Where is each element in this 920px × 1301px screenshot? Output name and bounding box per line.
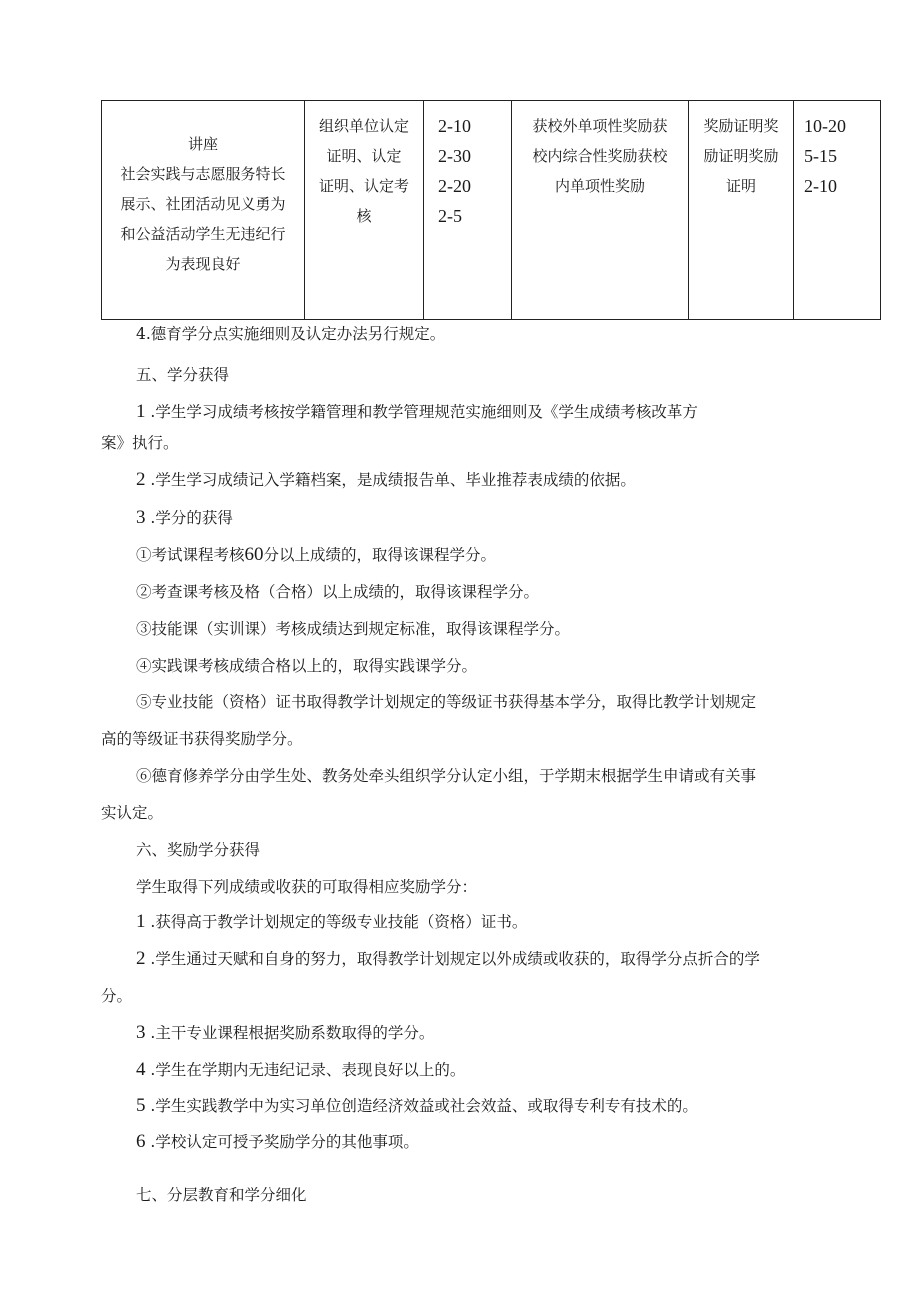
clause-6-cont: 实认定。 [101, 804, 164, 822]
clause-number: 60 [244, 544, 264, 565]
clause-5-cont: 高的等级证书获得奖励学分。 [101, 730, 303, 748]
award-lines [515, 111, 685, 201]
list-text: .学分的获得 [145, 509, 233, 527]
award-line: 校内综合性奖励获校 [532, 147, 668, 165]
clause-3: ③技能课（实训课）考核成绩达到规定标准，取得该课程学分。 [136, 620, 571, 638]
list-number: 2 [136, 948, 146, 969]
clause-6: ⑥德育修养学分由学生处、教务处牵头组织学分认定小组，于学期末根据学生申请或有关事 [136, 767, 757, 785]
award-score-lines [804, 111, 877, 201]
list-number: 2 [136, 469, 146, 490]
paragraph-6-5 [136, 1096, 698, 1116]
award-line: 内单项性奖励 [554, 177, 645, 195]
clause-1 [136, 545, 496, 565]
paragraph-5-1 [136, 402, 698, 422]
paragraph-6-6 [136, 1132, 419, 1152]
award-proof-line: 奖励证明奖 [703, 117, 779, 135]
item-lines [105, 129, 301, 279]
paragraph-6-2 [136, 949, 760, 969]
proof-line: 组织单位认定 [318, 117, 409, 135]
paragraph-6-3 [136, 1023, 434, 1043]
list-text: .学生通过天赋和自身的努力，取得教学计划规定以外成绩或收获的，取得学分点折合的学 [145, 950, 760, 968]
list-text: .获得高于教学计划规定的等级专业技能（资格）证书。 [145, 913, 528, 931]
award-score-line: 5-15 [804, 146, 837, 166]
clause-4: ④实践课考核成绩合格以上的，取得实践课学分。 [136, 657, 478, 675]
list-text: .学校认定可授予奖励学分的其他事项。 [145, 1133, 419, 1151]
paragraph-6-intro: 学生取得下列成绩或收获的可取得相应奖励学分： [136, 878, 478, 896]
cell-award-score [794, 101, 881, 320]
paragraph-5-1-cont: 案》执行。 [101, 434, 179, 452]
cell-award [512, 101, 689, 320]
section-heading-5: 五、学分获得 [136, 366, 230, 384]
award-proof-line: 励证明奖励 [703, 147, 779, 165]
clause-5: ⑤专业技能（资格）证书取得教学计划规定的等级证书获得基本学分，取得比教学计划规定 [136, 693, 757, 711]
item-line: 为表现良好 [165, 255, 241, 273]
list-text: .学生实践教学中为实习单位创造经济效益或社会效益、或取得专利专有技术的。 [145, 1097, 698, 1115]
paragraph-5-2 [136, 470, 636, 490]
list-number: 4 [136, 1059, 146, 1080]
paragraph-5-3 [136, 508, 233, 528]
item-line: 讲座 [187, 135, 218, 153]
paragraph-6-2-cont: 分。 [101, 987, 133, 1005]
score-line: 2-10 [438, 116, 471, 136]
award-score-line: 2-10 [804, 176, 837, 196]
list-number: 3 [136, 507, 146, 528]
section-heading-7: 七、分层教育和学分细化 [136, 1186, 307, 1204]
cell-score [424, 101, 512, 320]
list-text: .主干专业课程根据奖励系数取得的学分。 [145, 1024, 435, 1042]
award-proof-line: 证明 [725, 177, 756, 195]
list-number: 1 [136, 401, 146, 422]
list-text: .学生学习成绩记入学籍档案，是成绩报告单、毕业推荐表成绩的依据。 [145, 471, 636, 489]
score-line: 2-30 [438, 146, 471, 166]
paragraph-moral-credit: 4.德育学分点实施细则及认定办法另行规定。 [136, 325, 446, 343]
list-text: .学生学习成绩考核按学籍管理和教学管理规范实施细则及《学生成绩考核改革方 [145, 403, 698, 421]
list-number: 3 [136, 1022, 146, 1043]
proof-line: 核 [356, 207, 372, 225]
list-number: 6 [136, 1131, 146, 1152]
score-lines [438, 111, 508, 231]
list-text: .学生在学期内无违纪记录、表现良好以上的。 [145, 1061, 466, 1079]
award-line: 获校外单项性奖励获 [532, 117, 668, 135]
section-heading-6: 六、奖励学分获得 [136, 841, 261, 859]
proof-lines [308, 111, 420, 231]
item-line: 和公益活动学生无违纪行 [120, 225, 286, 243]
clause-2: ②考查课考核及格（合格）以上成绩的，取得该课程学分。 [136, 583, 540, 601]
list-number: 1 [136, 911, 146, 932]
item-line: 社会实践与志愿服务特长 [120, 165, 286, 183]
cell-item [102, 101, 305, 320]
table-row [102, 101, 881, 320]
list-number: 5 [136, 1095, 146, 1116]
award-proof-lines [692, 111, 790, 201]
credit-table [101, 100, 881, 320]
cell-award-proof [689, 101, 794, 320]
proof-line: 证明、认定 [326, 147, 402, 165]
paragraph-6-1 [136, 912, 527, 932]
score-line: 2-20 [438, 176, 471, 196]
score-line: 2-5 [438, 206, 462, 226]
item-line: 展示、社团活动见义勇为 [120, 195, 286, 213]
paragraph-6-4 [136, 1060, 465, 1080]
cell-proof [305, 101, 424, 320]
proof-line: 证明、认定考 [318, 177, 409, 195]
clause-text: ①考试课程考核 [136, 546, 245, 564]
award-score-line: 10-20 [804, 116, 846, 136]
clause-text: 分以上成绩的，取得该课程学分。 [263, 546, 497, 564]
